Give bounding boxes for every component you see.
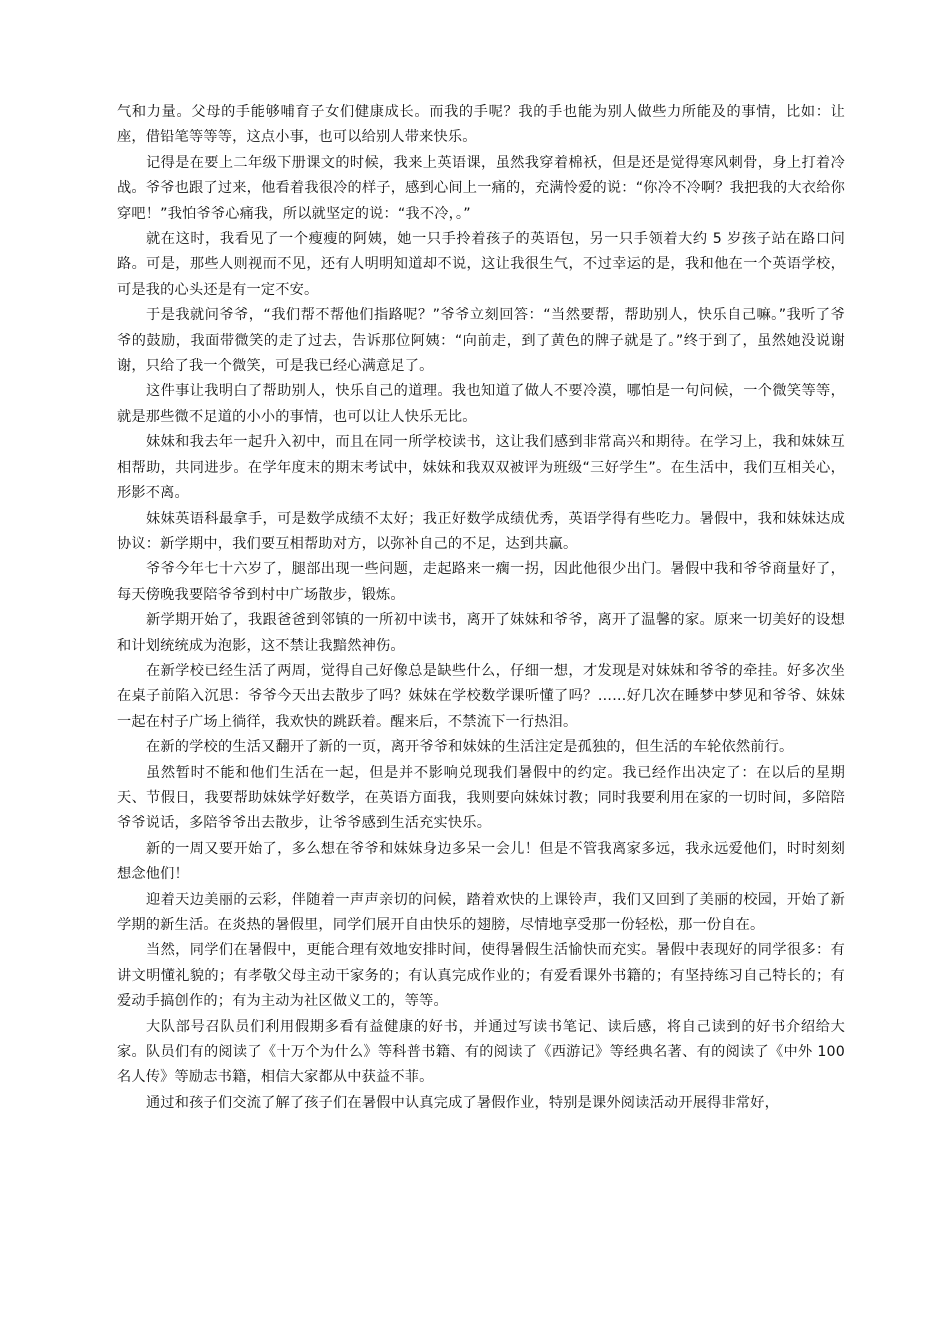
paragraph: 虽然暂时不能和他们生活在一起，但是并不影响兑现我们暑假中的约定。我已经作出决定了：在以后的星期天、节假日，我要帮助妹妹学好数学，在英语方面我，我则要向妹妹讨教；同时我要利用在家的一切时间，多陪陪爷爷说话，多陪爷爷出去散步，让爷爷感到生活充实快乐。: [117, 764, 845, 832]
paragraph: 妹妹和我去年一起升入初中，而且在同一所学校读书，这让我们感到非常高兴和期待。在学习上，我和妹妹互相帮助，共同进步。在学年度末的期末考试中，妹妹和我双双被评为班级“三好学生”。在生活中，我们互相关心，形影不离。: [117, 434, 845, 502]
document-body: [117, 100, 845, 1116]
paragraph: 大队部号召队员们利用假期多看有益健康的好书，并通过写读书笔记、读后感，将自己读到的好书介绍给大家。队员们有的阅读了《十万个为什么》等科普书籍、有的阅读了《西游记》等经典名著、有的阅读了《中外 100 名人传》等励志书籍，相信大家都从中获益不菲。: [117, 1018, 845, 1086]
paragraph: 于是我就问爷爷，“我们帮不帮他们指路呢？”爷爷立刻回答：“当然要帮，帮助别人，快乐自己嘛。”我听了爷爷的鼓励，我面带微笑的走了过去，告诉那位阿姨：“向前走，到了黄色的牌子就是了。”终于到了，虽然她没说谢谢，只给了我一个微笑，可是我已经心满意足了。: [117, 307, 845, 375]
paragraph: 爷爷今年七十六岁了，腿部出现一些问题，走起路来一瘸一拐，因此他很少出门。暑假中我和爷爷商量好了，每天傍晚我要陪爷爷到村中广场散步，锻炼。: [117, 561, 845, 603]
paragraph: 气和力量。父母的手能够哺育子女们健康成长。而我的手呢？我的手也能为别人做些力所能及的事情，比如：让座，借铅笔等等等，这点小事，也可以给别人带来快乐。: [117, 104, 845, 146]
paragraph: 新学期开始了，我跟爸爸到邻镇的一所初中读书，离开了妹妹和爷爷，离开了温馨的家。原来一切美好的设想和计划统统成为泡影，这不禁让我黯然神伤。: [117, 612, 845, 654]
paragraph: 记得是在要上二年级下册课文的时候，我来上英语课，虽然我穿着棉袄，但是还是觉得寒风刺骨，身上打着冷战。爷爷也跟了过来，他看着我很冷的样子，感到心间上一痛的，充满怜爱的说：“你冷不冷啊？我把我的大衣给你穿吧！”我怕爷爷心痛我，所以就坚定的说：“我不冷，。”: [117, 154, 845, 222]
paragraph: 妹妹英语科最拿手，可是数学成绩不太好；我正好数学成绩优秀，英语学得有些吃力。暑假中，我和妹妹达成协议：新学期中，我们要互相帮助对方，以弥补自己的不足，达到共赢。: [117, 510, 845, 552]
paragraph: 在新的学校的生活又翻开了新的一页，离开爷爷和妹妹的生活注定是孤独的，但生活的车轮依然前行。: [146, 739, 794, 756]
paragraph: 迎着天边美丽的云彩，伴随着一声声亲切的问候，踏着欢快的上课铃声，我们又回到了美丽的校园，开始了新学期的新生活。在炎热的暑假里，同学们展开自由快乐的翅膀，尽情地享受那一份轻松，那一份自在。: [117, 891, 845, 933]
paragraph: 当然，同学们在暑假中，更能合理有效地安排时间，使得暑假生活愉快而充实。暑假中表现好的同学很多：有讲文明懂礼貌的；有孝敬父母主动干家务的；有认真完成作业的；有爱看课外书籍的；有坚持练习自己特长的；有爱动手搞创作的；有为主动为社区做义工的，等等。: [117, 942, 845, 1010]
paragraph: 通过和孩子们交流了解了孩子们在暑假中认真完成了暑假作业，特别是课外阅读活动开展得非常好，: [146, 1094, 780, 1111]
paragraph: 在新学校已经生活了两周，觉得自己好像总是缺些什么，仔细一想，才发现是对妹妹和爷爷的牵挂。好多次坐在桌子前陷入沉思：爷爷今天出去散步了吗？妹妹在学校数学课听懂了吗？……好几次在睡梦中梦见和爷爷、妹妹一起在村子广场上徜徉，我欢快的跳跃着。醒来后，不禁流下一行热泪。: [117, 662, 845, 730]
paragraph: 就在这时，我看见了一个瘦瘦的阿姨，她一只手拎着孩子的英语包，另一只手领着大约 5 岁孩子站在路口问路。可是，那些人则视而不见，还有人明明知道却不说，这让我很生气，不过幸运的是，我和他在一个英语学校，可是我的心头还是有一定不安。: [117, 231, 845, 298]
paragraph: 新的一周又要开始了，多么想在爷爷和妹妹身边多呆一会儿！但是不管我离家多远，我永远爱他们，时时刻刻想念他们！: [117, 840, 845, 883]
paragraph: 这件事让我明白了帮助别人，快乐自己的道理。我也知道了做人不要冷漠，哪怕是一句问候，一个微笑等等，就是那些微不足道的小小的事情，也可以让人快乐无比。: [117, 383, 845, 425]
